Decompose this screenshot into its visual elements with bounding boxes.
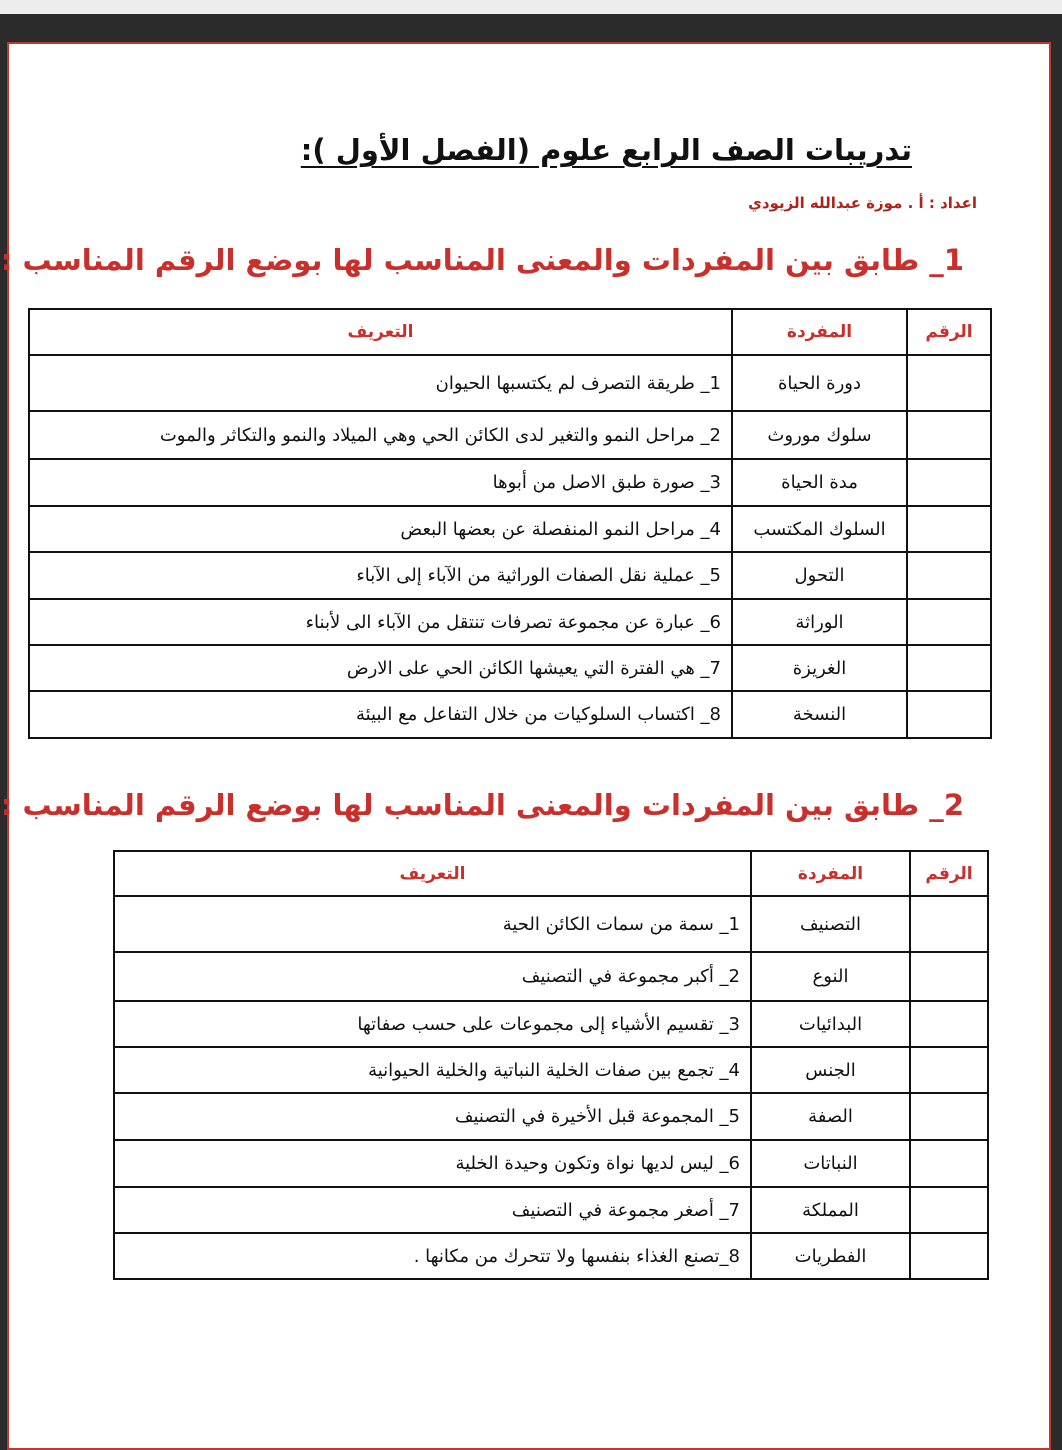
definition-cell: 5_ المجموعة قبل الأخيرة في التصنيف	[114, 1093, 751, 1140]
answer-cell[interactable]	[907, 355, 991, 411]
definition-cell: 7_ هي الفترة التي يعيشها الكائن الحي على الارض	[29, 645, 732, 691]
definition-cell: 8_ اكتساب السلوكيات من خلال التفاعل مع البيئة	[29, 691, 732, 738]
definition-cell: 1_ طريقة التصرف لم يكتسبها الحيوان	[29, 355, 732, 411]
definition-cell: 3_ صورة طبق الاصل من أبوها	[29, 459, 732, 506]
term-cell: دورة الحياة	[732, 355, 907, 411]
term-cell: التصنيف	[751, 896, 910, 952]
header-number: الرقم	[910, 851, 988, 896]
table-row	[114, 1187, 988, 1233]
answer-cell[interactable]	[910, 896, 988, 952]
definition-cell: 2_ أكبر مجموعة في التصنيف	[114, 952, 751, 1001]
definition-cell: 1_ سمة من سمات الكائن الحية	[114, 896, 751, 952]
section2-heading: 2_ طابق بين المفردات والمعنى المناسب لها بوضع الرقم المناسب :	[0, 788, 964, 822]
term-cell: مدة الحياة	[732, 459, 907, 506]
author-line: اعداد : أ . موزة عبدالله الزيودي	[748, 194, 977, 212]
section1-heading: 1_ طابق بين المفردات والمعنى المناسب لها بوضع الرقم المناسب :	[0, 243, 964, 277]
term-cell: التحول	[732, 552, 907, 599]
term-cell: الفطريات	[751, 1233, 910, 1279]
answer-cell[interactable]	[910, 1140, 988, 1187]
definition-cell: 4_ مراحل النمو المنفصلة عن بعضها البعض	[29, 506, 732, 552]
answer-cell[interactable]	[907, 459, 991, 506]
table-row	[114, 896, 988, 952]
top-status-bar	[0, 0, 1062, 14]
table-row	[114, 1140, 988, 1187]
table-row	[114, 1093, 988, 1140]
definition-cell: 4_ تجمع بين صفات الخلية النباتية والخلية الحيوانية	[114, 1047, 751, 1093]
definition-cell: 8_تصنع الغذاء بنفسها ولا تتحرك من مكانها .	[114, 1233, 751, 1279]
answer-cell[interactable]	[907, 645, 991, 691]
answer-cell[interactable]	[910, 1233, 988, 1279]
term-cell: المملكة	[751, 1187, 910, 1233]
definition-cell: 2_ مراحل النمو والتغير لدى الكائن الحي وهي الميلاد والنمو والتكاثر والموت	[29, 411, 732, 459]
table-row	[29, 552, 991, 599]
header-definition: التعريف	[114, 851, 751, 896]
definition-cell: 5_ عملية نقل الصفات الوراثية من الآباء إلى الآباء	[29, 552, 732, 599]
table-row	[114, 952, 988, 1001]
table-header-row	[29, 309, 991, 355]
table-row	[29, 459, 991, 506]
answer-cell[interactable]	[910, 1093, 988, 1140]
answer-cell[interactable]	[910, 952, 988, 1001]
answer-cell[interactable]	[907, 599, 991, 645]
term-cell: النسخة	[732, 691, 907, 738]
answer-cell[interactable]	[910, 1187, 988, 1233]
answer-cell[interactable]	[910, 1047, 988, 1093]
term-cell: الصفة	[751, 1093, 910, 1140]
answer-cell[interactable]	[907, 506, 991, 552]
header-term: المفردة	[751, 851, 910, 896]
definition-cell: 6_ ليس لديها نواة وتكون وحيدة الخلية	[114, 1140, 751, 1187]
term-cell: سلوك موروث	[732, 411, 907, 459]
term-cell: الجنس	[751, 1047, 910, 1093]
term-cell: الغريزة	[732, 645, 907, 691]
answer-cell[interactable]	[907, 691, 991, 738]
page-title: تدريبات الصف الرابع علوم (الفصل الأول ):	[300, 133, 912, 167]
header-term: المفردة	[732, 309, 907, 355]
term-cell: الوراثة	[732, 599, 907, 645]
table-row	[29, 599, 991, 645]
table-row	[29, 645, 991, 691]
section1-table	[28, 308, 992, 739]
term-cell: النوع	[751, 952, 910, 1001]
table-row	[114, 1233, 988, 1279]
header-definition: التعريف	[29, 309, 732, 355]
term-cell: السلوك المكتسب	[732, 506, 907, 552]
table-row	[114, 1001, 988, 1047]
answer-cell[interactable]	[907, 552, 991, 599]
header-number: الرقم	[907, 309, 991, 355]
table-row	[29, 411, 991, 459]
section2-table	[113, 850, 989, 1280]
table-header-row	[114, 851, 988, 896]
answer-cell[interactable]	[907, 411, 991, 459]
definition-cell: 7_ أصغر مجموعة في التصنيف	[114, 1187, 751, 1233]
definition-cell: 3_ تقسيم الأشياء إلى مجموعات على حسب صفاتها	[114, 1001, 751, 1047]
answer-cell[interactable]	[910, 1001, 988, 1047]
definition-cell: 6_ عبارة عن مجموعة تصرفات تنتقل من الآباء الى لأبناء	[29, 599, 732, 645]
term-cell: النباتات	[751, 1140, 910, 1187]
term-cell: البدائيات	[751, 1001, 910, 1047]
table-row	[29, 355, 991, 411]
table-row	[114, 1047, 988, 1093]
table-row	[29, 691, 991, 738]
table-row	[29, 506, 991, 552]
